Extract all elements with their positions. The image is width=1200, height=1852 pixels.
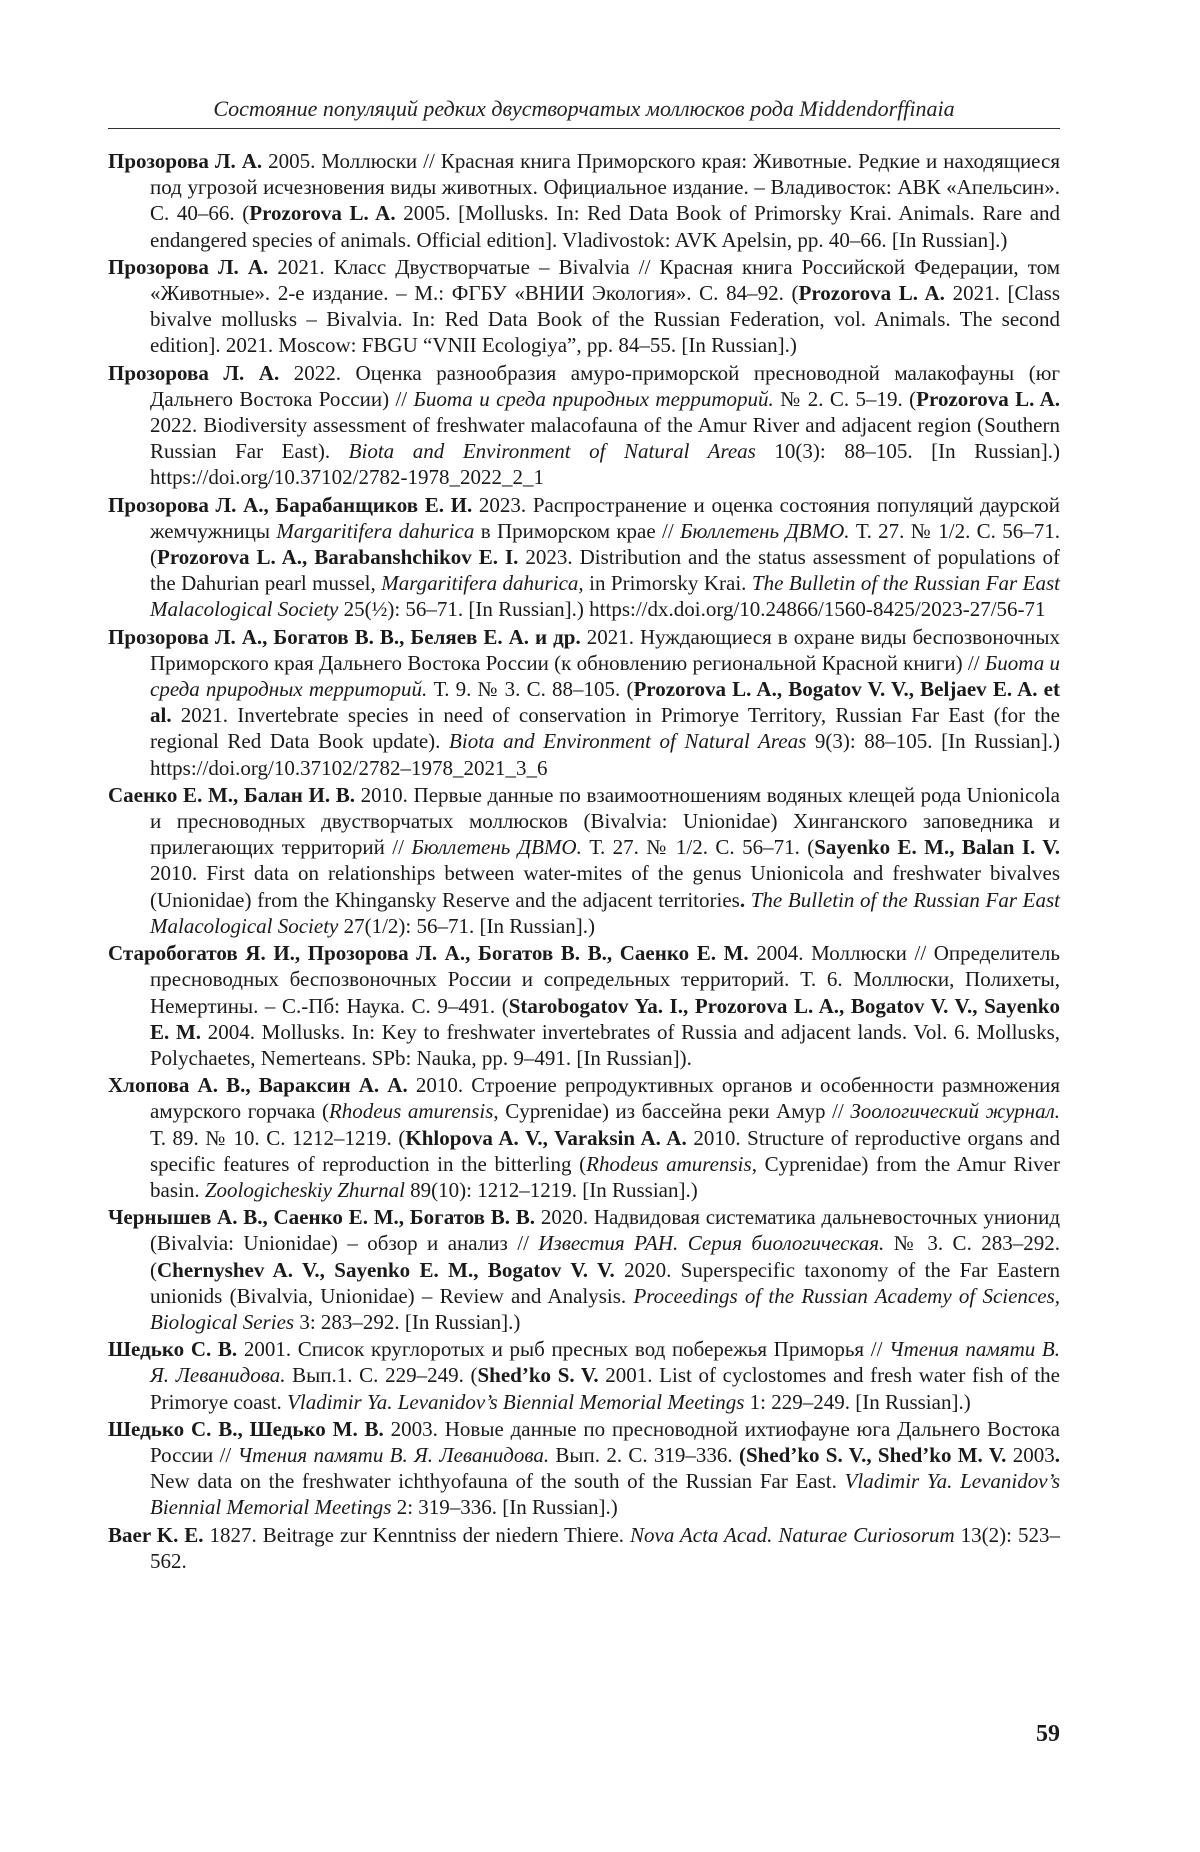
reference-authors: Prozorova L. A. — [916, 386, 1060, 411]
reference-entry — [108, 1204, 1060, 1335]
reference-authors: Прозорова Л. А. — [108, 254, 269, 279]
reference-source: Margaritifera dahurica — [276, 518, 475, 543]
reference-text: в Приморском крае // — [474, 518, 681, 543]
reference-authors: Хлопова А. В., Вараксин А. А. — [108, 1073, 408, 1098]
reference-text: 3: 283–292. [In Russian].) — [294, 1309, 521, 1334]
reference-text: 2021. Класс Двустворчатые – Bivalvia // Красная книга Российской Федерации, том «Животные». 2-е издание. – М.: ФГБУ «ВНИИ Экология». С. 84–92. ( — [150, 254, 1061, 306]
reference-source: Rhodeus amurensis — [586, 1151, 752, 1176]
reference-authors: Chernyshev A. V., Sayenko E. M., Bogatov V. V. — [157, 1257, 615, 1282]
reference-text: 25(½): 56–71. [In Russian].) https://dx.doi.org/10.24866/1560-8425/2023-27/56-71 — [338, 597, 1046, 622]
reference-text: 89(10): 1212–1219. [In Russian].) — [404, 1177, 698, 1202]
reference-text: № 2. С. 5–19. ( — [773, 386, 917, 411]
reference-source: Vladimir Ya. Levanidov’s Biennial Memorial Meetings — [287, 1389, 745, 1414]
reference-source: Биота и среда природных территорий. — [150, 650, 1061, 702]
reference-authors: Prozorova L. A., Bogatov V. V., Beljaev E. A. et al. — [150, 677, 1060, 728]
header-rule — [108, 128, 1060, 129]
reference-source: Biota and Environment of Natural Areas — [348, 439, 756, 464]
reference-source: Бюллетень ДВМО. — [680, 518, 850, 543]
reference-source: Margaritifera dahurica, — [381, 571, 584, 596]
running-header: Состояние популяций редких двустворчатых моллюсков рода Middendorffinaia — [213, 96, 955, 121]
reference-authors: Starobogatov Ya. I., Prozorova L. A., Bogatov V. V., Sayenko E. M. — [150, 993, 1060, 1044]
reference-source: Zoologicheskiy Zhurnal — [204, 1177, 405, 1202]
reference-text: Вып. 2. С. 319–336. — [549, 1442, 739, 1467]
reference-text: 2010. First data on relationships between water-mites of the genus Unionicola and freshwater bivalves (Unionidae) from the Khingansky Reserve and the adjacent territories — [150, 861, 1060, 912]
reference-text: in Primorsky Krai. — [583, 571, 752, 596]
reference-text: New data on the freshwater ichthyofauna of the south of the Russian Far East. — [150, 1469, 845, 1494]
reference-text: 2001. Список круглоротых и рыб пресных вод побережья Приморья // — [237, 1337, 890, 1362]
reference-entry — [108, 148, 1060, 253]
reference-source: Rhodeus amurensis — [328, 1099, 494, 1124]
reference-text: 2010. Первые данные по взаимоотношениям водяных клещей рода Unionicola и пресноводных двустворчатых моллюсков (Bivalvia: Unionidae) Хинганского заповедника и прилегающих территорий // — [150, 782, 1060, 860]
reference-list — [108, 148, 1060, 1575]
reference-source: The Bulletin of the Russian Far East Malacological Society — [150, 571, 1061, 622]
reference-text: 2021. Invertebrate species in need of conservation in Primorye Territory, Russian Far East (for the regional Red Data Book update). — [150, 703, 1060, 754]
reference-text: , Cyprenidae) from the Amur River basin. — [150, 1151, 1060, 1202]
reference-text: Т. 9. № 3. С. 88–105. ( — [427, 677, 634, 702]
reference-text: № 3. С. 283–292. ( — [150, 1231, 1061, 1282]
reference-entry — [108, 1336, 1060, 1415]
reference-source: Зоологический журнал. — [850, 1099, 1060, 1124]
reference-text: 2003. Новые данные по пресноводной ихтиофауне юга Дальнего Востока России // — [150, 1416, 1060, 1467]
reference-text: , Cyprenidae) из бассейна реки Амур // — [493, 1099, 851, 1124]
reference-authors: Прозорова Л. А. — [108, 360, 280, 385]
reference-source: Nova Acta Acad. Naturae Curiosorum — [630, 1522, 955, 1547]
reference-authors: Шедько С. В., Шедько М. В. — [108, 1416, 384, 1441]
reference-entry — [108, 1522, 1060, 1574]
reference-entry — [108, 940, 1060, 1071]
reference-text: 2004. Моллюски // Определитель пресноводных беспозвоночных России и сопредельных территорий. Т. 6. Моллюски, Полихеты, Немертины. – С.-Пб: Наука. С. 9–491. ( — [150, 941, 1060, 1018]
reference-text: 2010. Строение репродуктивных органов и особенности размножения амурского горчака ( — [150, 1073, 1060, 1124]
reference-text: 2: 319–336. [In Russian].) — [391, 1495, 618, 1520]
reference-entry — [108, 360, 1060, 491]
reference-text: Т. 27. № 1/2. С. 56–71. ( — [581, 835, 815, 860]
reference-text: 2023. Распространение и оценка состояния популяций даурской жемчужницы — [150, 492, 1060, 543]
reference-entry — [108, 624, 1060, 781]
page-number: 59 — [1036, 1721, 1060, 1747]
reference-authors: Саенко Е. М., Балан И. В. — [108, 782, 356, 807]
reference-authors: Чернышев А. В., Саенко Е. М., Богатов В. В. — [108, 1205, 536, 1230]
reference-text: 1827. Beitrage zur Kenntniss der niedern Thiere. — [203, 1522, 630, 1547]
reference-text: 2020. Superspecific taxonomy of the Far Eastern unionids (Bivalvia, Unionidae) – Review and Analysis. — [150, 1257, 1060, 1308]
reference-text: 10(3): 88–105. [In Russian].) https://doi.org/10.37102/2782-1978_2022_2_1 — [150, 439, 1060, 490]
reference-text: 2005. [Mollusks. In: Red Data Book of Primorsky Krai. Animals. Rare and endangered species of animals. Official edition]. Vladivostok: AVK Apelsin, pp. 40–66. [In Russian].) — [150, 201, 1061, 252]
reference-authors: Старобогатов Я. И., Прозорова Л. А., Богатов В. В., Саенко Е. М. — [108, 941, 749, 966]
reference-text: 2022. Оценка разнообразия амуро-приморской пресноводной малакофауны (юг Дальнего Востока России) // — [150, 360, 1060, 411]
reference-text: 2021. [Class bivalve mollusks – Bivalvia. In: Red Data Book of the Russian Federation, vol. Animals. The second edition]. 2021. Moscow: FBGU “VNII Ecologiya”, pp. 84–55. [In Russian].) — [150, 281, 1061, 358]
reference-text: 2010. Structure of reproductive organs and specific features of reproduction in the bitterling ( — [150, 1125, 1061, 1176]
reference-source: Biota and Environment of Natural Areas — [449, 729, 807, 754]
reference-authors: (Shed’ko S. V., Shed’ko M. V. — [738, 1442, 1007, 1467]
reference-text: 2021. Нуждающиеся в охране виды беспозвоночных Приморского края Дальнего Востока России (к обновлению региональной Красной книги) // — [150, 624, 1060, 675]
reference-entry — [108, 1416, 1060, 1521]
reference-authors: Прозорова Л. А. — [108, 149, 263, 173]
reference-text: Т. 27. № 1/2. С. 56–71. ( — [150, 518, 1061, 570]
reference-authors: Prozorova L. A., Barabanshchikov E. I. — [157, 545, 519, 570]
reference-entry — [108, 492, 1060, 623]
reference-text: 2004. Mollusks. In: Key to freshwater invertebrates of Russia and adjacent lands. Vol. 6. Mollusks, Polychaetes, Nemerteans. SPb: Nauka, pp. 9–491. [In Russian]). — [150, 1019, 1060, 1070]
reference-authors: Prozorova L. A. — [798, 281, 945, 306]
reference-authors: Baer K. E. — [108, 1522, 204, 1547]
reference-authors: Shed’ko S. V. — [477, 1363, 599, 1388]
reference-text: 2003 — [1006, 1442, 1055, 1467]
reference-authors: . — [1054, 1442, 1060, 1467]
reference-text: 1: 229–249. [In Russian].) — [744, 1389, 971, 1414]
reference-text: 2001. List of cyclostomes and fresh water fish of the Primorye coast. — [150, 1363, 1060, 1414]
reference-authors: Prozorova L. A. — [249, 201, 396, 226]
reference-text: 2005. Моллюски // Красная книга Приморского края: Животные. Редкие и находящиеся под угрозой исчезновения виды животных. Официальное издание. – Владивосток: АВК «Апельсин». С. 40–66. ( — [150, 149, 1061, 226]
reference-authors: Sayenko E. M., Balan I. V. — [814, 835, 1061, 860]
reference-authors: Шедько С. В. — [108, 1337, 238, 1362]
reference-source: Чтения памяти В. Я. Леванидова. — [237, 1442, 550, 1467]
reference-text: 13(2): 523–562. — [150, 1522, 1060, 1573]
reference-text: 27(1/2): 56–71. [In Russian].) — [338, 913, 595, 938]
reference-text: 2022. Biodiversity assessment of freshwater malacofauna of the Amur River and adjacent region (Southern Russian Far East). — [150, 413, 1060, 464]
reference-entry — [108, 782, 1060, 939]
reference-source: Бюллетень ДВМО. — [411, 835, 582, 860]
reference-text: 2020. Надвидовая систематика дальневосточных унионид (Bivalvia: Unionidae) – обзор и анализ // — [150, 1205, 1061, 1256]
reference-source: Vladimir Ya. Levanidov’s Biennial Memorial Meetings — [150, 1469, 1060, 1520]
reference-entry — [108, 1072, 1060, 1203]
reference-source: Proceedings of the Russian Academy of Sciences, Biological Series — [150, 1283, 1060, 1334]
reference-source: Известия РАН. Серия биологическая. — [538, 1231, 885, 1256]
reference-authors: Khlopova A. V., Varaksin A. A. — [405, 1125, 687, 1150]
reference-authors: Прозорова Л. А., Богатов В. В., Беляев Е. А. и др. — [108, 624, 581, 649]
reference-text: 9(3): 88–105. [In Russian].) https://doi.org/10.37102/2782–1978_2021_3_6 — [150, 729, 1061, 780]
reference-entry — [108, 254, 1060, 359]
reference-text: Т. 89. № 10. С. 1212–1219. ( — [150, 1125, 406, 1150]
reference-source: Биота и среда природных территорий. — [413, 386, 774, 411]
reference-text: Вып.1. С. 229–249. ( — [285, 1363, 478, 1388]
reference-text: 2023. Distribution and the status assessment of populations of the Dahurian pearl mussel, — [150, 545, 1060, 596]
reference-authors: . — [739, 887, 746, 912]
reference-source: Чтения памяти В. Я. Леванидова. — [150, 1337, 1061, 1388]
reference-authors: Прозорова Л. А., Барабанщиков Е. И. — [108, 492, 473, 517]
reference-source: The Bulletin of the Russian Far East Malacological Society — [150, 887, 1060, 938]
